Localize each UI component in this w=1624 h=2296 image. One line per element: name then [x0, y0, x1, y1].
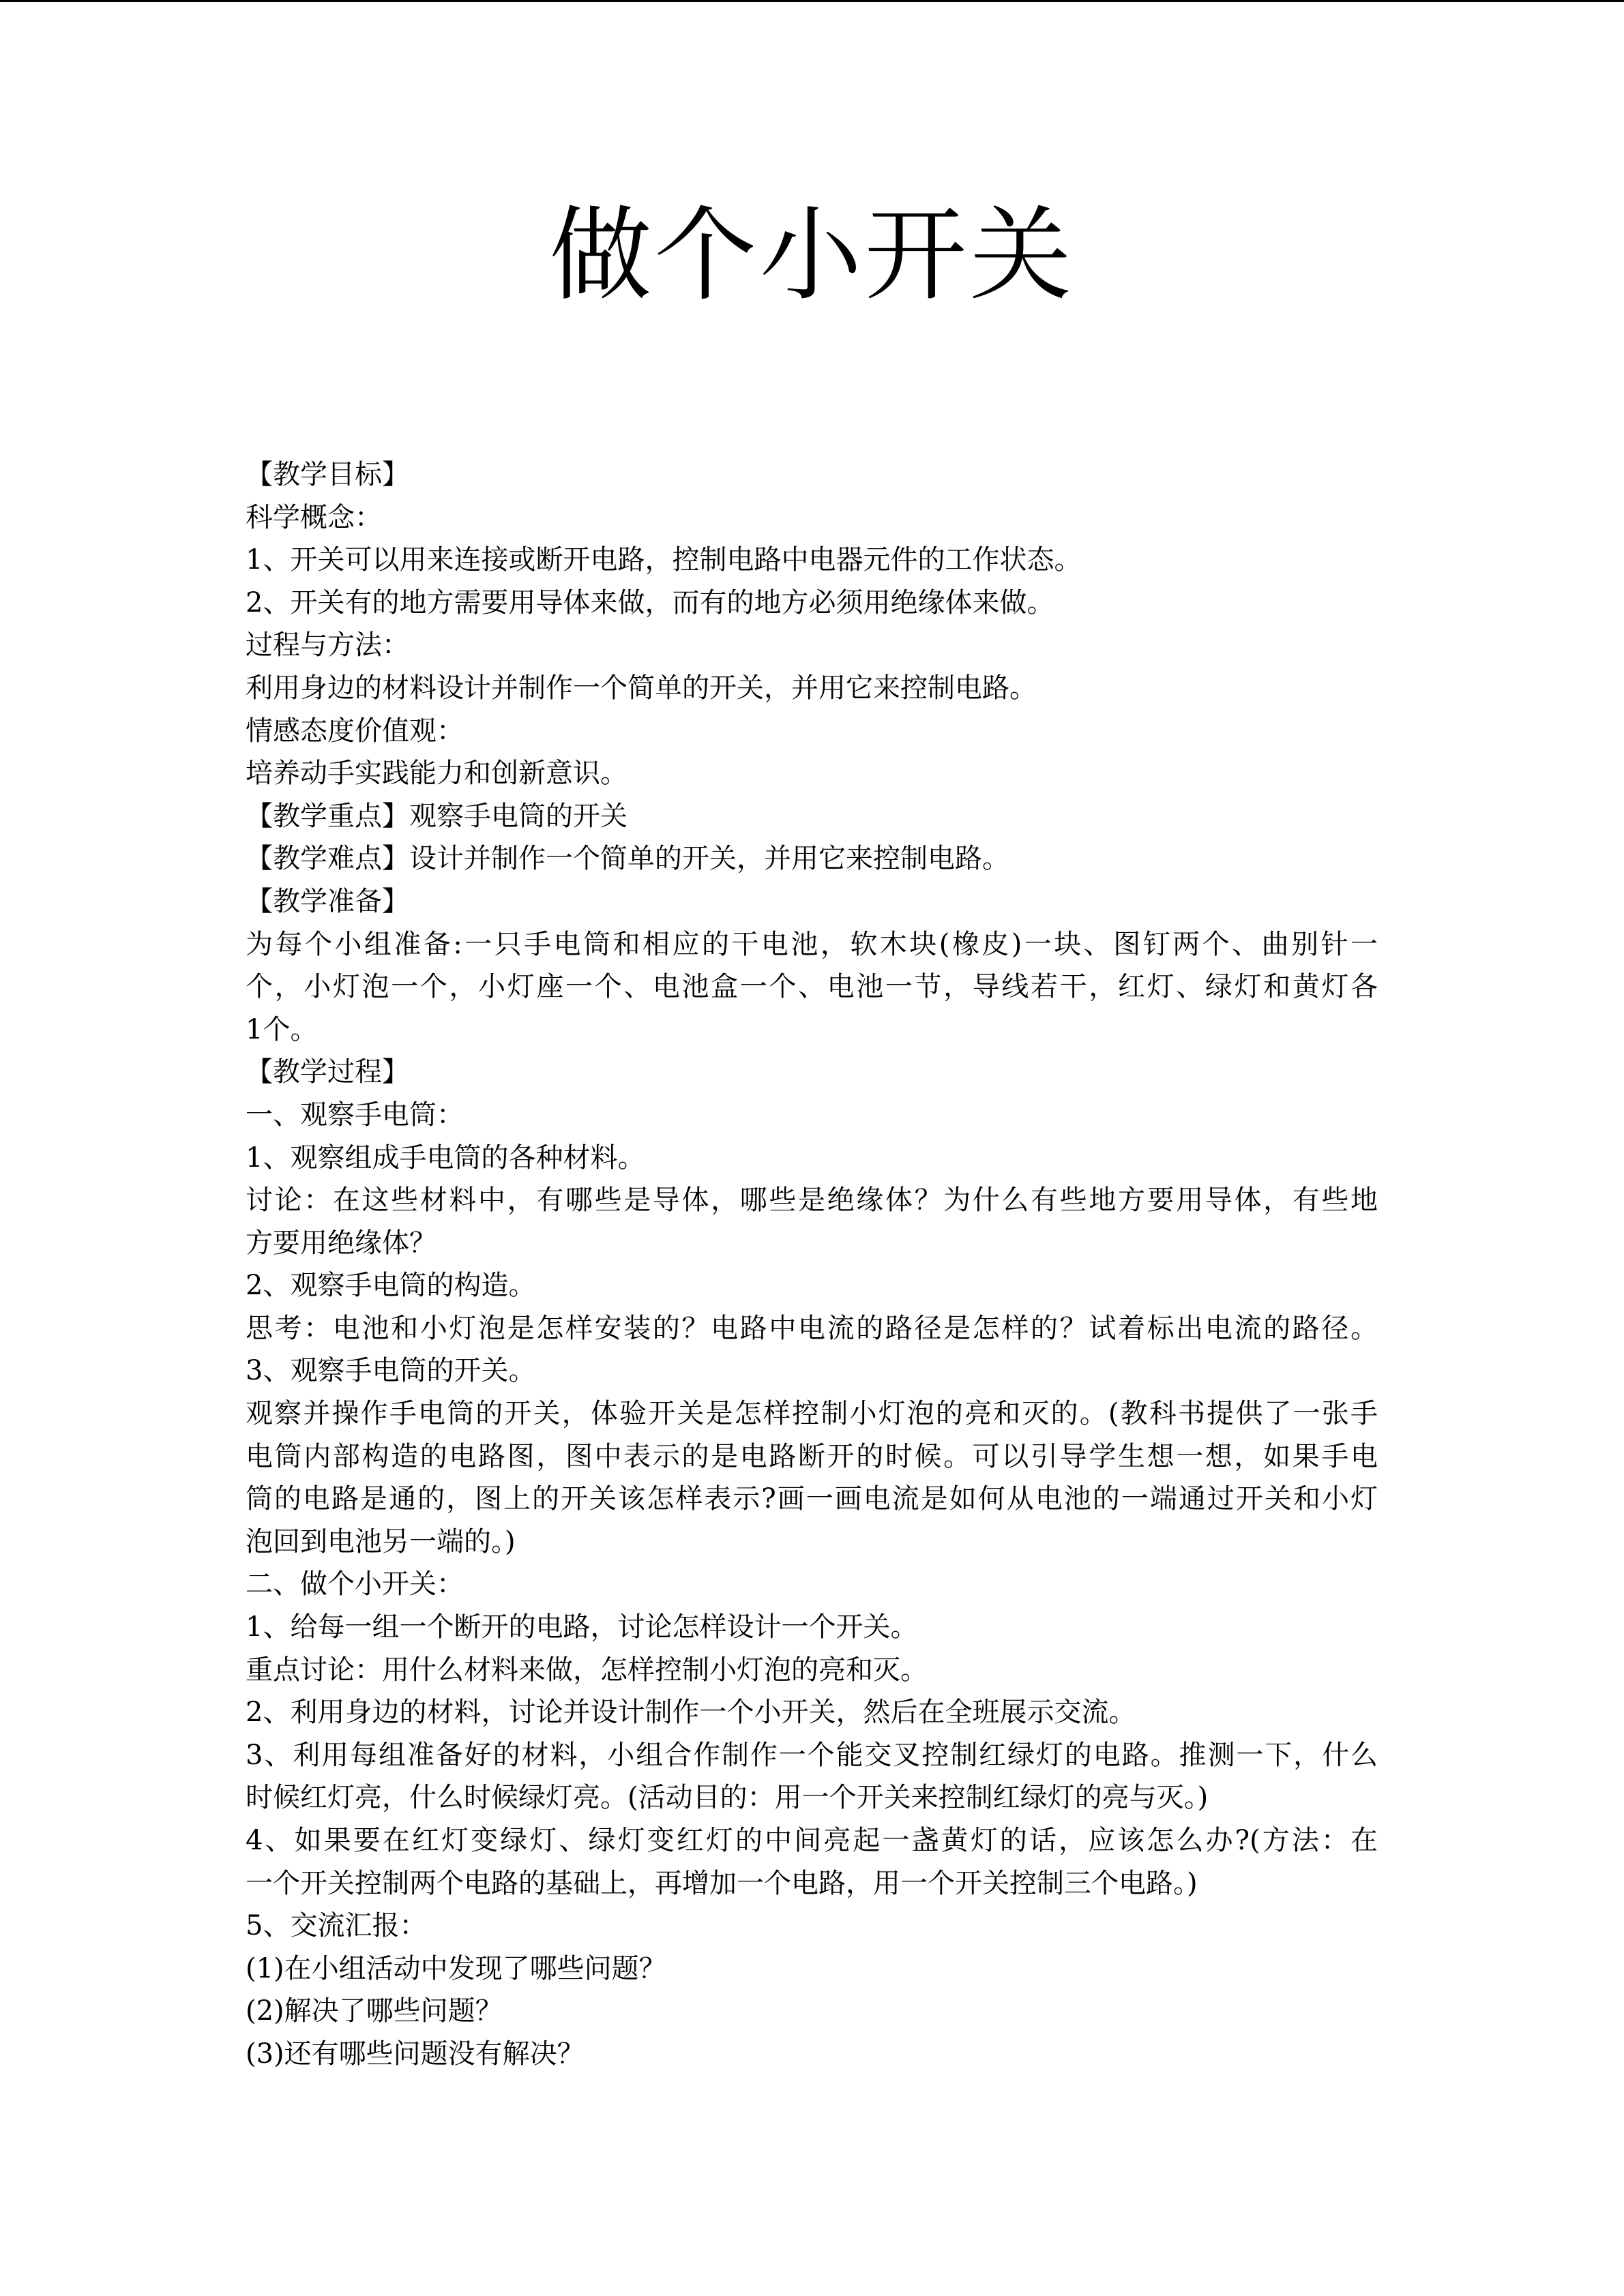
text-line: 思考：电池和小灯泡是怎样安装的？电路中电流的路径是怎样的？试着标出电流的路径。 [246, 1312, 1378, 1344]
text-line: 2、观察手电筒的构造。 [246, 1270, 536, 1302]
text-line: 电筒内部构造的电路图，图中表示的是电路断开的时候。可以引导学生想一想，如果手电 [246, 1440, 1378, 1472]
text-line: 二、做个小开关： [246, 1568, 464, 1600]
text-line: 1、给每一组一个断开的电路，讨论怎样设计一个开关。 [246, 1611, 918, 1643]
text-line: 5、交流汇报： [246, 1910, 427, 1942]
text-line: 2、开关有的地方需要用导体来做，而有的地方必须用绝缘体来做。 [246, 586, 1054, 618]
text-line: (1)在小组活动中发现了哪些问题？ [246, 1952, 666, 1984]
text-line: 观察并操作手电筒的开关，体验开关是怎样控制小灯泡的亮和灭的。(教科书提供了一张手 [246, 1398, 1378, 1430]
text-line: 【教学过程】 [246, 1056, 409, 1088]
text-line: 【教学难点】设计并制作一个简单的开关，并用它来控制电路。 [246, 843, 1009, 875]
text-line: 泡回到电池另一端的。) [246, 1525, 516, 1557]
text-line: 科学概念： [246, 501, 382, 533]
text-line: 时候红灯亮，什么时候绿灯亮。(活动目的：用一个开关来控制红绿灯的亮与灭。) [246, 1782, 1209, 1814]
text-line: 1个。 [246, 1013, 318, 1045]
text-line: (2)解决了哪些问题？ [246, 1995, 503, 2027]
text-line: 1、开关可以用来连接或断开电路，控制电路中电器元件的工作状态。 [246, 544, 1082, 576]
text-line: 方要用绝缘体？ [246, 1227, 437, 1259]
text-line: (3)还有哪些问题没有解决？ [246, 2038, 585, 2070]
text-line: 【教学目标】 [246, 459, 409, 490]
top-border-rule [0, 0, 1624, 2]
text-line: 个，小灯泡一个，小灯座一个、电池盒一个、电池一节，导线若干，红灯、绿灯和黄灯各 [246, 971, 1378, 1003]
text-line: 一个开关控制两个电路的基础上，再增加一个电路，用一个开关控制三个电路。) [246, 1867, 1198, 1899]
text-line: 3、观察手电筒的开关。 [246, 1355, 536, 1387]
text-line: 过程与方法： [246, 629, 409, 661]
document-body [246, 453, 1378, 2076]
text-line: 培养动手实践能力和创新意识。 [246, 758, 628, 790]
text-line: 为每个小组准备:一只手电筒和相应的干电池，软木块(橡皮)一块、图钉两个、曲别针一 [246, 928, 1378, 960]
text-line: 利用身边的材料设计并制作一个简单的开关，并用它来控制电路。 [246, 672, 1037, 704]
text-line: 情感态度价值观： [246, 715, 464, 747]
text-line: 4、如果要在红灯变绿灯、绿灯变红灯的中间亮起一盏黄灯的话，应该怎么办?(方法：在 [246, 1825, 1378, 1856]
text-line: 2、利用身边的材料，讨论并设计制作一个小开关，然后在全班展示交流。 [246, 1697, 1136, 1729]
text-line: 讨论：在这些材料中，有哪些是导体，哪些是绝缘体？为什么有些地方要用导体，有些地 [246, 1184, 1378, 1217]
page-title: 做个小开关 [549, 196, 1075, 315]
text-line: 筒的电路是通的，图上的开关该怎样表示?画一画电流是如何从电池的一端通过开关和小灯 [246, 1483, 1378, 1515]
text-line: 3、利用每组准备好的材料，小组合作制作一个能交叉控制红绿灯的电路。推测一下，什么 [246, 1739, 1378, 1771]
text-line: 1、观察组成手电筒的各种材料。 [246, 1142, 645, 1174]
text-line: 【教学重点】观察手电筒的开关 [246, 800, 628, 832]
text-line: 重点讨论：用什么材料来做，怎样控制小灯泡的亮和灭。 [246, 1654, 928, 1686]
text-line: 【教学准备】 [246, 885, 409, 917]
text-line: 一、观察手电筒： [246, 1099, 464, 1131]
